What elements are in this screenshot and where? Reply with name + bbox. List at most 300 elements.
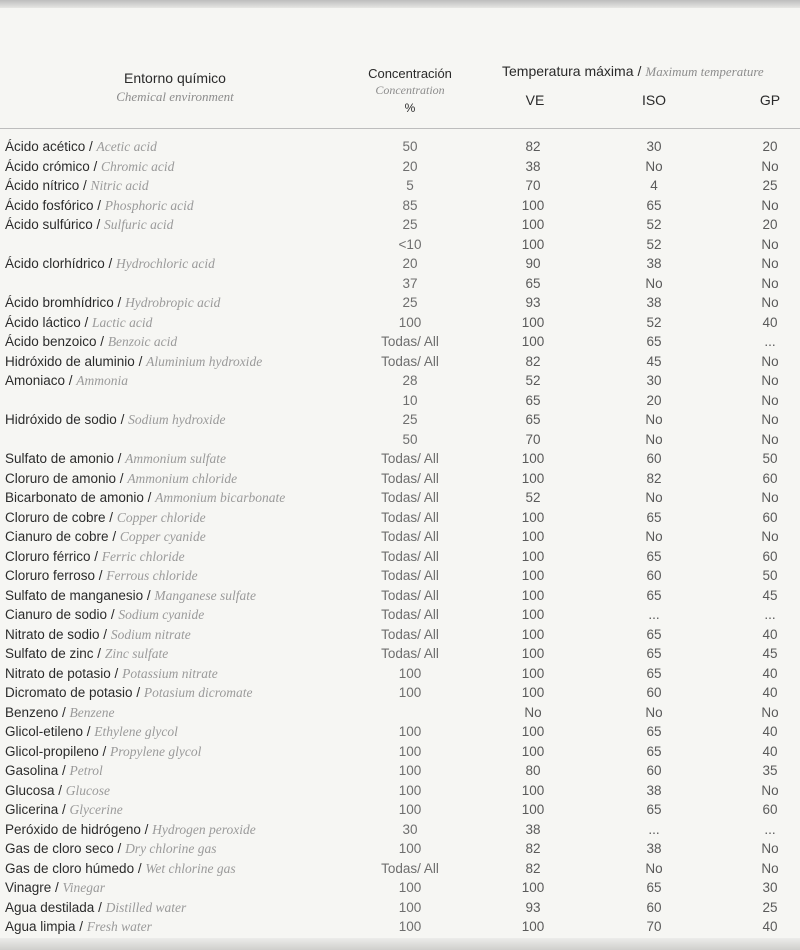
ve-temp-cell: 100 <box>521 743 545 759</box>
chemical-name-es: Amoniaco / <box>5 373 77 388</box>
header-col-gp: GP <box>759 92 781 108</box>
ve-temp-cell: 100 <box>521 509 545 525</box>
chemical-name <box>5 742 201 762</box>
table-row <box>0 391 800 411</box>
chemical-name-en: Chromic acid <box>101 158 175 174</box>
chemical-name-es: Gasolina / <box>5 763 70 778</box>
concentration-cell: Todas/ All <box>381 860 439 876</box>
concentration-cell: 50 <box>402 431 418 447</box>
gp-temp-cell: 25 <box>762 178 778 193</box>
iso-temp-cell: 38 <box>646 782 662 798</box>
gp-temp-cell: No <box>761 295 779 310</box>
concentration-cell: Todas/ All <box>381 568 439 583</box>
ve-temp-cell: 100 <box>521 919 545 934</box>
iso-temp-cell: 65 <box>646 665 662 681</box>
chemical-name-en: Sulfuric acid <box>104 217 174 232</box>
iso-temp-cell: 65 <box>646 802 662 817</box>
chemical-name-es: Glicol-etileno / <box>5 724 95 739</box>
table-row <box>0 625 800 645</box>
table-row <box>0 664 800 684</box>
chemical-name <box>5 196 194 216</box>
table-row <box>0 566 800 586</box>
table-row <box>0 488 800 508</box>
chemical-name-es: Ácido acético / <box>5 139 97 154</box>
chemical-name-es: Sulfato de zinc / <box>5 646 105 661</box>
gp-temp-cell: 35 <box>762 763 778 778</box>
chemical-name <box>5 761 103 781</box>
ve-temp-cell: 100 <box>521 646 545 661</box>
concentration-cell: Todas/ All <box>381 646 439 661</box>
chemical-name-es: Cloruro ferroso / <box>5 568 107 583</box>
iso-temp-cell: No <box>645 529 663 544</box>
gp-temp-cell: No <box>761 841 779 856</box>
chemical-name <box>5 683 252 703</box>
chemical-name <box>5 157 174 177</box>
table-row <box>0 820 800 840</box>
gp-temp-cell: No <box>761 236 779 252</box>
chemical-name-en: Nitric acid <box>90 178 149 193</box>
chemical-name-es: Sulfato de amonio / <box>5 451 126 466</box>
iso-temp-cell: 30 <box>646 139 662 154</box>
chemical-name-es: Glicol-propileno / <box>5 743 111 759</box>
concentration-cell: 100 <box>398 919 422 934</box>
iso-temp-cell: 60 <box>646 685 662 700</box>
chemical-name-en: Sodium nitrate <box>110 626 191 642</box>
concentration-cell: 100 <box>398 314 422 330</box>
ve-temp-cell: 100 <box>521 548 545 564</box>
iso-temp-cell: No <box>645 704 663 720</box>
iso-temp-cell: 4 <box>650 178 658 193</box>
table-row <box>0 430 800 450</box>
header-env-es: Entorno químico <box>124 70 226 86</box>
chemical-name <box>5 625 191 645</box>
gp-temp-cell: No <box>761 256 779 271</box>
ve-temp-cell: 93 <box>525 295 541 310</box>
ve-temp-cell: 65 <box>525 412 541 427</box>
chemical-name-en: Acetic acid <box>96 139 157 154</box>
iso-temp-cell: 65 <box>646 880 662 895</box>
concentration-cell: 25 <box>402 295 418 310</box>
chemical-name-en: Dry chlorine gas <box>125 841 217 856</box>
chemical-name-en: Hydrogen peroxide <box>152 821 256 837</box>
ve-temp-cell: 82 <box>525 139 541 154</box>
chemical-name-en: Hydrochloric acid <box>116 256 215 271</box>
chemical-name <box>5 547 185 567</box>
table-row <box>0 742 800 762</box>
chemical-name-en: Aluminium hydroxide <box>146 353 263 369</box>
chemical-name-en: Potassium nitrate <box>122 665 218 681</box>
iso-temp-cell: 70 <box>646 919 662 934</box>
chemical-name <box>5 644 168 664</box>
header-temp-es: Temperatura máxima <box>502 63 634 79</box>
table-row <box>0 703 800 723</box>
header-conc-en: Concentration <box>375 83 445 97</box>
iso-temp-cell: 60 <box>646 899 662 915</box>
gp-temp-cell: No <box>761 782 779 798</box>
chemical-name <box>5 469 237 489</box>
header-col-ve: VE <box>525 92 545 108</box>
ve-temp-cell: 100 <box>521 314 545 330</box>
chemical-name <box>5 332 177 352</box>
chemical-name-es: Cianuro de cobre / <box>5 529 120 544</box>
gp-temp-cell: ... <box>764 607 776 622</box>
gp-temp-cell: No <box>761 392 779 408</box>
chemical-name-es: Ácido sulfúrico / <box>5 217 105 232</box>
gp-temp-cell: 40 <box>762 724 778 739</box>
header-conc-es: Concentración <box>368 66 452 81</box>
chemical-name-en: Benzoic acid <box>107 334 178 349</box>
table-row <box>0 839 800 859</box>
concentration-cell: 100 <box>398 841 422 856</box>
table-row <box>0 508 800 528</box>
ve-temp-cell: 80 <box>525 763 541 778</box>
gp-temp-cell: No <box>761 490 779 505</box>
concentration-cell: Todas/ All <box>381 607 439 622</box>
concentration-cell: 20 <box>402 158 418 174</box>
ve-temp-cell: 52 <box>525 490 541 505</box>
chemical-name <box>5 800 123 820</box>
chemical-name-es: Glicerina / <box>5 802 70 817</box>
concentration-cell: Todas/ All <box>381 548 439 564</box>
iso-temp-cell: 65 <box>646 724 662 739</box>
chemical-name <box>5 781 110 801</box>
iso-temp-cell: 52 <box>646 236 662 252</box>
table-row <box>0 605 800 625</box>
chemical-name-en: Distilled water <box>105 899 187 915</box>
concentration-cell: Todas/ All <box>381 626 439 642</box>
concentration-cell: 25 <box>402 217 418 232</box>
gp-temp-cell: No <box>761 412 779 427</box>
ve-temp-cell: 100 <box>521 568 545 583</box>
chemical-name-es: Cloruro férrico / <box>5 548 102 564</box>
ve-temp-cell: 100 <box>521 685 545 700</box>
chemical-name <box>5 722 178 742</box>
gp-temp-cell: No <box>761 860 779 876</box>
chemical-name-en: Benzene <box>69 704 115 720</box>
iso-temp-cell: 45 <box>646 353 662 369</box>
top-rule <box>0 0 800 8</box>
table-row <box>0 235 800 255</box>
chemical-name-en: Zinc sulfate <box>104 646 169 661</box>
gp-temp-cell: 45 <box>762 587 778 603</box>
table-row <box>0 254 800 274</box>
chemical-name <box>5 215 173 235</box>
chemical-name-es: Peróxido de hidrógeno / <box>5 821 153 837</box>
concentration-cell: 100 <box>398 880 422 895</box>
chemical-name <box>5 352 262 372</box>
chemical-name <box>5 293 220 313</box>
ve-temp-cell: 90 <box>525 256 541 271</box>
table-header <box>0 58 800 128</box>
gp-temp-cell: 50 <box>762 451 778 466</box>
chemical-name-es: Ácido crómico / <box>5 158 102 174</box>
ve-temp-cell: 100 <box>521 802 545 817</box>
iso-temp-cell: ... <box>648 607 660 622</box>
chemical-name <box>5 820 256 840</box>
ve-temp-cell: 82 <box>525 353 541 369</box>
header-concentration <box>355 66 465 116</box>
ve-temp-cell: 100 <box>521 470 545 486</box>
concentration-cell: Todas/ All <box>381 509 439 525</box>
iso-temp-cell: No <box>645 490 663 505</box>
header-temp-en: Maximum temperature <box>645 64 764 79</box>
gp-temp-cell: 30 <box>762 880 778 895</box>
chemical-name-es: Ácido clorhídrico / <box>5 256 117 271</box>
chemical-name-en: Ethylene glycol <box>94 724 178 739</box>
iso-temp-cell: 65 <box>646 646 662 661</box>
iso-temp-cell: 65 <box>646 548 662 564</box>
chemical-name-es: Ácido nítrico / <box>5 178 91 193</box>
ve-temp-cell: 100 <box>521 880 545 895</box>
ve-temp-cell: No <box>524 704 542 720</box>
iso-temp-cell: No <box>645 158 663 174</box>
chemical-name-es: Hidróxido de sodio / <box>5 412 129 427</box>
gp-temp-cell: No <box>761 353 779 369</box>
table-row <box>0 449 800 469</box>
table-row <box>0 859 800 879</box>
iso-temp-cell: 65 <box>646 626 662 642</box>
gp-temp-cell: ... <box>764 821 776 837</box>
gp-temp-cell: No <box>761 704 779 720</box>
iso-temp-cell: 60 <box>646 451 662 466</box>
ve-temp-cell: 100 <box>521 782 545 798</box>
gp-temp-cell: 20 <box>762 217 778 232</box>
chemical-name-en: Vinegar <box>62 880 106 895</box>
table-row <box>0 157 800 177</box>
iso-temp-cell: 52 <box>646 314 662 330</box>
iso-temp-cell: 65 <box>646 197 662 213</box>
gp-temp-cell: 20 <box>762 139 778 154</box>
gp-temp-cell: 40 <box>762 626 778 642</box>
concentration-cell: 100 <box>398 782 422 798</box>
chemical-name <box>5 137 157 157</box>
header-chemical-environment <box>100 70 250 105</box>
concentration-cell: 5 <box>406 178 414 193</box>
table-row <box>0 547 800 567</box>
table-row <box>0 313 800 333</box>
concentration-cell: 37 <box>402 275 418 291</box>
ve-temp-cell: 65 <box>525 392 541 408</box>
concentration-cell: 30 <box>402 821 418 837</box>
ve-temp-cell: 82 <box>525 841 541 856</box>
chemical-name <box>5 449 226 469</box>
ve-temp-cell: 100 <box>521 626 545 642</box>
iso-temp-cell: 65 <box>646 743 662 759</box>
chemical-name-es: Cloruro de amonio / <box>5 470 128 486</box>
concentration-cell: Todas/ All <box>381 334 439 349</box>
chemical-name-es: Cloruro de cobre / <box>5 509 117 525</box>
chemical-name-es: Agua limpia / <box>5 919 87 934</box>
ve-temp-cell: 100 <box>521 236 545 252</box>
gp-temp-cell: 60 <box>762 470 778 486</box>
ve-temp-cell: 38 <box>525 158 541 174</box>
chemical-name-en: Ammonium sulfate <box>125 451 226 466</box>
concentration-cell: <10 <box>398 236 422 252</box>
chemical-name <box>5 839 217 859</box>
gp-temp-cell: 60 <box>762 802 778 817</box>
concentration-cell: 100 <box>398 724 422 739</box>
chemical-name-en: Manganese sulfate <box>154 587 256 603</box>
concentration-cell: 100 <box>398 685 422 700</box>
gp-temp-cell: No <box>761 197 779 213</box>
gp-temp-cell: 40 <box>762 314 778 330</box>
table-row <box>0 196 800 216</box>
iso-temp-cell: 52 <box>646 217 662 232</box>
chemical-name-es: Ácido benzoico / <box>5 334 108 349</box>
chemical-name <box>5 313 152 333</box>
chemical-name <box>5 605 204 625</box>
table-row <box>0 137 800 157</box>
chemical-name-es: Bicarbonato de amonio / <box>5 490 156 505</box>
chemical-name-en: Ammonia <box>76 373 129 388</box>
chemical-name-en: Propylene glycol <box>110 743 202 759</box>
header-divider <box>0 128 800 129</box>
gp-temp-cell: 40 <box>762 685 778 700</box>
chemical-name <box>5 898 186 918</box>
gp-temp-cell: 50 <box>762 568 778 583</box>
concentration-cell: 100 <box>398 802 422 817</box>
concentration-cell: 20 <box>402 256 418 271</box>
concentration-cell: 100 <box>398 763 422 778</box>
header-col-iso: ISO <box>641 92 667 108</box>
iso-temp-cell: 20 <box>646 392 662 408</box>
table-row <box>0 527 800 547</box>
chemical-name-es: Nitrato de sodio / <box>5 626 111 642</box>
chemical-name <box>5 859 236 879</box>
table-row <box>0 371 800 391</box>
table-row <box>0 644 800 664</box>
concentration-cell: 25 <box>402 412 418 427</box>
concentration-cell: 28 <box>402 373 418 388</box>
table-row <box>0 410 800 430</box>
gp-temp-cell: No <box>761 529 779 544</box>
iso-temp-cell: ... <box>648 821 660 837</box>
concentration-cell: Todas/ All <box>381 470 439 486</box>
chemical-name <box>5 664 218 684</box>
chemical-name <box>5 488 285 508</box>
table-row <box>0 800 800 820</box>
gp-temp-cell: No <box>761 158 779 174</box>
concentration-cell: 10 <box>402 392 418 408</box>
gp-temp-cell: 40 <box>762 665 778 681</box>
concentration-cell: 100 <box>398 665 422 681</box>
chemical-name-es: Gas de cloro húmedo / <box>5 860 146 876</box>
gp-temp-cell: 40 <box>762 919 778 934</box>
table-row <box>0 761 800 781</box>
chemical-name <box>5 371 128 391</box>
iso-temp-cell: 60 <box>646 568 662 583</box>
chemical-name-en: Ferric chloride <box>101 548 185 564</box>
chemical-name-en: Phosphoric acid <box>104 197 194 213</box>
ve-temp-cell: 100 <box>521 197 545 213</box>
ve-temp-cell: 100 <box>521 529 545 544</box>
chemical-name <box>5 917 152 937</box>
table-row <box>0 215 800 235</box>
ve-temp-cell: 100 <box>521 665 545 681</box>
table-row <box>0 469 800 489</box>
gp-temp-cell: No <box>761 431 779 447</box>
concentration-cell: 100 <box>398 743 422 759</box>
table-row <box>0 683 800 703</box>
chemical-name-en: Glycerine <box>69 802 123 817</box>
chemical-name-en: Hydrobropic acid <box>125 295 221 310</box>
chemical-name-en: Ferrous chloride <box>106 568 198 583</box>
chemical-name-en: Sodium cyanide <box>118 607 205 622</box>
gp-temp-cell: 60 <box>762 548 778 564</box>
chemical-name-en: Sodium hydroxide <box>128 412 226 427</box>
iso-temp-cell: 65 <box>646 587 662 603</box>
ve-temp-cell: 100 <box>521 587 545 603</box>
table-row <box>0 176 800 196</box>
concentration-cell: 100 <box>398 899 422 915</box>
chemical-name-es: Ácido fosfórico / <box>5 197 105 213</box>
chemical-name-es: Glucosa / <box>5 782 66 798</box>
ve-temp-cell: 65 <box>525 275 541 291</box>
iso-temp-cell: 38 <box>646 841 662 856</box>
chemical-name-en: Wet chlorine gas <box>145 860 236 876</box>
table-row <box>0 586 800 606</box>
iso-temp-cell: 38 <box>646 295 662 310</box>
table-row <box>0 917 800 937</box>
chemical-name-es: Sulfato de manganesio / <box>5 587 155 603</box>
ve-temp-cell: 100 <box>521 724 545 739</box>
chemical-name <box>5 527 206 547</box>
gp-temp-cell: ... <box>764 334 776 349</box>
iso-temp-cell: No <box>645 860 663 876</box>
chemical-name <box>5 254 215 274</box>
chemical-name <box>5 508 206 528</box>
chemical-name-es: Dicromato de potasio / <box>5 685 144 700</box>
chemical-name-en: Lactic acid <box>92 314 153 330</box>
gp-temp-cell: No <box>761 275 779 291</box>
header-env-en: Chemical environment <box>116 89 234 104</box>
chemical-name <box>5 878 105 898</box>
chemical-name-es: Gas de cloro seco / <box>5 841 126 856</box>
header-conc-unit: % <box>404 101 416 115</box>
table-row <box>0 352 800 372</box>
gp-temp-cell: 45 <box>762 646 778 661</box>
iso-temp-cell: 60 <box>646 763 662 778</box>
ve-temp-cell: 93 <box>525 899 541 915</box>
gp-temp-cell: No <box>761 373 779 388</box>
header-temp-separator: / <box>637 63 642 79</box>
chemical-name-en: Potasium dicromate <box>143 685 253 700</box>
chemical-name <box>5 703 115 723</box>
chemical-name <box>5 410 225 430</box>
gp-temp-cell: 60 <box>762 509 778 525</box>
chemical-name-es: Ácido bromhídrico / <box>5 295 126 310</box>
iso-temp-cell: No <box>645 431 663 447</box>
table-body <box>0 137 800 937</box>
chemical-name-en: Ammonium bicarbonate <box>155 490 286 505</box>
table-row <box>0 274 800 294</box>
chemical-name <box>5 176 149 196</box>
concentration-cell: 50 <box>402 139 418 154</box>
concentration-cell: Todas/ All <box>381 587 439 603</box>
concentration-cell: Todas/ All <box>381 529 439 544</box>
header-max-temperature <box>502 63 800 81</box>
iso-temp-cell: 65 <box>646 334 662 349</box>
gp-temp-cell: 40 <box>762 743 778 759</box>
chemical-name-en: Petrol <box>69 763 103 778</box>
chemical-name-es: Vinagre / <box>5 880 63 895</box>
ve-temp-cell: 70 <box>525 431 541 447</box>
ve-temp-cell: 100 <box>521 607 545 622</box>
table-row <box>0 898 800 918</box>
chemical-name-es: Ácido láctico / <box>5 314 93 330</box>
ve-temp-cell: 100 <box>521 451 545 466</box>
table-row <box>0 293 800 313</box>
